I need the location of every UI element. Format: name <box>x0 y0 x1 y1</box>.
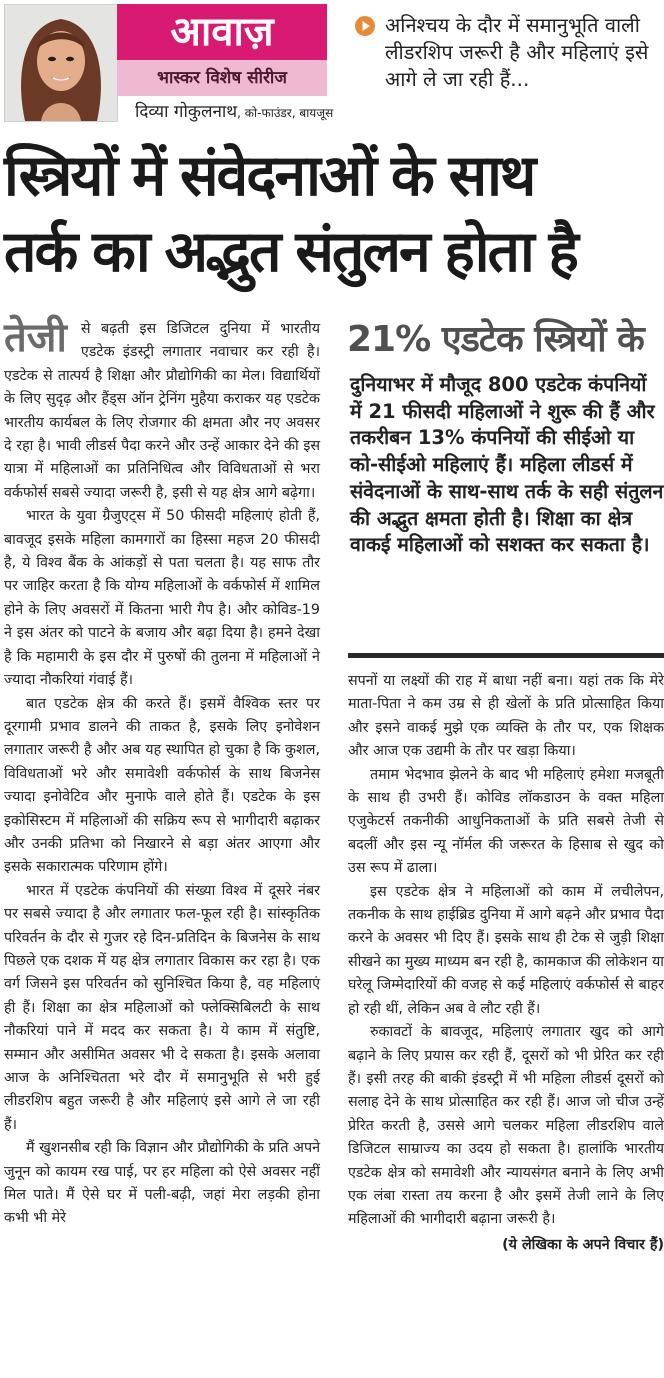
author-photo <box>4 4 118 122</box>
headline-line-1: स्त्रियों में संवेदनाओं के साथ <box>4 143 535 209</box>
article-right-column <box>348 670 664 1257</box>
headline-line-2: तर्क का अद्भुत संतुलन होता है <box>4 219 577 285</box>
highlight-heading: 21% एडटेक स्त्रियों के <box>347 319 644 360</box>
author-disclaimer: (ये लेखिका के अपने विचार हैं) <box>502 1236 664 1253</box>
article-paragraph: रुकावटों के बावजूद, महिलाएं लगातार खुद को आगे बढ़ाने के लिए प्रयास कर रही हैं, दूसरों को भी प्रेरित कर रही हैं। इसी तरह की बाकी इंडस्ट्री में भी महिला लीडर्स दूसरों को सलाह देने के साथ प्रोत्साहित कर रही हैं। आज जो चीज उन्हें प्रेरित करती है, उससे आगे चलकर महिला लीडरशिप वाले डिजिटल साम्राज्य का उदय हो सकता है। हालांकि भारतीय एडटेक क्षेत्र को समावेशी और न्यायसंगत बनाने के लिए अभी एक लंबा रास्ता तय करना है और इसमें तेजी लाने के लिए महिलाओं की भागीदारी बढ़ाना जरूरी है। <box>348 1024 664 1228</box>
article-paragraph: इस एडटेक क्षेत्र ने महिलाओं को काम में लचीलेपन, तकनीक के साथ हाईब्रिड दुनिया में आगे बढ़ने और प्रभाव पैदा करने के अवसर भी दिए हैं। इसके साथ ही टेक से जुड़ी शिक्षा सीखने का मुख्य माध्यम बन रही है, कामकाज की लोकेशन या घरेलू जिम्मेदारियों की वजह से कई महिलाएं वर्कफोर्स से बाहर हो रही थीं, लेकिन अब वे लौट रही हैं। <box>348 883 664 1017</box>
author-name: दिव्या गोकुलनाथ <box>135 102 238 122</box>
series-subtitle: भास्कर विशेष सीरीज <box>117 60 327 96</box>
article-paragraph: तमाम भेदभाव झेलने के बाद भी महिलाएं हमेशा मजबूती के साथ ही उभरी हैं। कोविड लॉकडाउन के वक्त महिला एजुकेटर्स तकनीकी आधुनिकताओं के प्रति सबसे तेजी से बदलीं और इस न्यू नॉर्मल की जरूरत के हिसाब से खुद को उस रूप में ढाला। <box>348 766 664 877</box>
article-paragraph: भारत के युवा ग्रैजुएट्स में 50 फीसदी महिलाएं होती हैं, बावजूद इसके महिला कामगारों का हिस्सा महज 20 फीसदी है, ये विश्व बैंक के आंकड़ों से पता चलता है। यह साफ तौर पर जाहिर करता है कि योग्य महिलाओं के वर्कफोर्स में शामिल होने के लिए अवसरों में कितना भारी गैप है। और कोविड-19 ने इस अंतर को पाटने के बजाय और बढ़ा दिया है। हमने देखा है कि महामारी के इस दौर में पुरुषों की तुलना में महिलाओं ने ज्यादा नौकरियां गंवाई हैं। <box>4 508 320 689</box>
author-role: , को-फाउंडर, बायजूस <box>237 106 334 120</box>
article-paragraph: भारत में एडटेक कंपनियों की संख्या विश्व में दूसरे नंबर पर सबसे ज्यादा है और लगातार फल-फूल रही है। सांस्कृतिक परिवर्तन के दौर से गुजर रहे दिन-प्रतिदिन के बिजनेस के साथ पिछले एक दशक में यह क्षेत्र लगातार विकास कर रहा है। एक वर्ग जिसने इस परिवर्तन को सुनिश्चित किया है, वह महिलाएं ही हैं। शिक्षा का क्षेत्र महिलाओं को फ्लेक्सिबिलटी के साथ नौकरियां पाने में मदद कर सकता है। ये काम में संतुष्टि, सम्मान और असीमित अवसर भी दे सकता है। इसके अलावा आज के अनिश्चितता भरे दौर में समानुभूति से भरी हुई लीडरशिप बहुत जरूरी है और महिलाएं इसे आगे ले जा रही हैं। <box>4 882 320 1133</box>
highlight-text: दुनियाभर में मौजूद 800 एडटेक कंपनियों में 21 फीसदी महिलाओं ने शुरू की हैं और तकरीबन 13% कंपनियों की सीईओ या को-सीईओ महिलाएं हैं। महिला लीडर्स में संवेदनाओं के साथ-साथ तर्क के सही संतुलन की अद्भुत क्षमता होती है। शिक्षा का क्षेत्र वाकई महिलाओं को सशक्त कर सकता है। <box>350 373 664 557</box>
section-divider <box>348 653 664 658</box>
byline <box>135 99 333 122</box>
headline <box>4 138 664 290</box>
article-left-column <box>4 315 321 1231</box>
pull-quote-text: अनिश्चय के दौर में समानुभूति वाली लीडरशिप जरूरी है और महिलाएं इसे आगे ले जा रही हैं... <box>385 13 649 91</box>
article-paragraph: बात एडटेक क्षेत्र की करते हैं। इसमें वैश्विक स्तर पर दूरगामी प्रभाव डालने की ताकत है, इसके लिए इनोवेशन लगातार जरूरी है और अब यह स्थापित हो चुका है कि कुशल, विविधताओं भरे और समावेशी वर्कफोर्स के साथ बिजनेस ज्यादा इनोवेटिव और मुनाफे वाले होते हैं। एडटेक के इस इकोसिस्टम में महिलाओं की सक्रिय रूप से भागीदारी बढ़ाकर और उनकी प्रतिभा को निखारने से बड़ा अंतर आएगा और इसके सकारात्मक परिणाम होंगे। <box>4 695 320 876</box>
article-paragraph: सपनों या लक्ष्यों की राह में बाधा नहीं बना। यहां तक कि मेरे माता-पिता ने कम उम्र से ही खेलों के प्रति प्रोत्साहित किया और इसने वाकई मुझे एक व्यक्ति के तौर पर, एक शिक्षक और आज एक उद्यमी के तौर पर खड़ा किया। <box>348 673 664 760</box>
author-portrait-icon <box>5 5 117 121</box>
pull-quote <box>355 12 660 93</box>
play-icon <box>355 16 375 36</box>
article-paragraph: तेजी से बढ़ती इस डिजिटल दुनिया में भारतीय एडटेक इंडस्ट्री लगातार नवाचार कर रही है। एडटेक से तात्पर्य है शिक्षा और प्रौद्योगिकी का मेल। विद्यार्थियों के लिए सुदृढ़ और हैंड्स ऑन ट्रेनिंग मुहैया कराकर यह एडटेक भारतीय कार्यबल के लिए रोजगार की क्षमता और नए अवसर दे रहा है। भावी लीडर्स पैदा करने और उन्हें आकार देने की इस यात्रा में महिलाओं का प्रतिनिधित्व और विविधताओं से भरा वर्कफोर्स सबसे ज्यादा जरूरी है, इसी से यह क्षेत्र आगे बढ़ेगा। <box>4 315 320 501</box>
dropcap: तेजी <box>4 315 67 361</box>
article-paragraph: मैं खुशनसीब रही कि विज्ञान और प्रौद्योगिकी के प्रति अपने जुनून को कायम रख पाई, पर हर महिला को ऐसे अवसर नहीं मिल पाते। मैं ऐसे घर में पली-बढ़ी, जहां मेरा लड़की होना कभी भी मेरे <box>4 1140 321 1227</box>
series-brand: आवाज़ <box>117 4 327 60</box>
